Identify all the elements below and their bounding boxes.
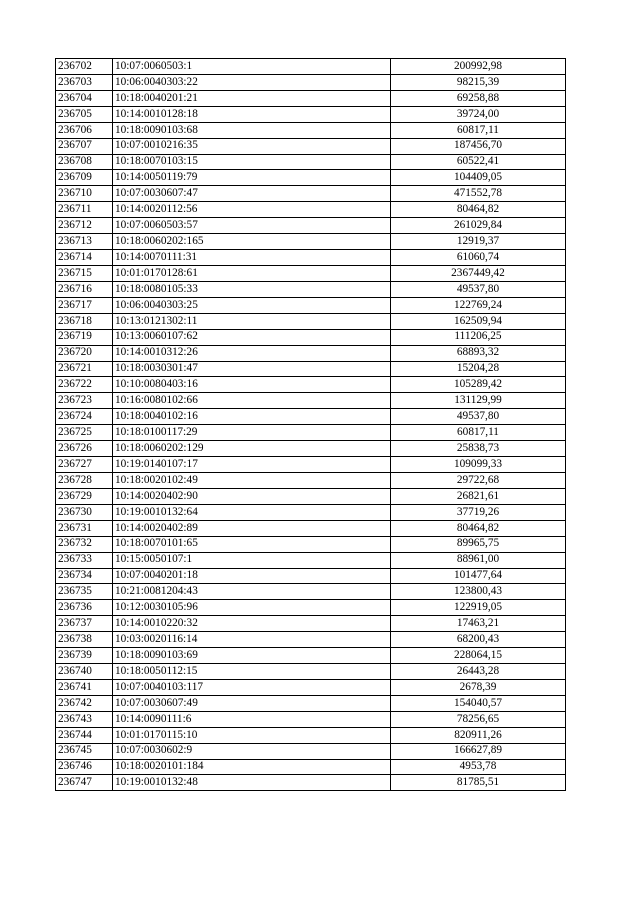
cadastral-number-cell: 10:16:0080102:66: [113, 393, 391, 409]
record-id-cell: 236702: [56, 59, 113, 75]
amount-cell: 49537,80: [391, 409, 566, 425]
record-id-cell: 236738: [56, 632, 113, 648]
amount-cell: 2367449,42: [391, 265, 566, 281]
amount-cell: 98215,39: [391, 74, 566, 90]
table-row: [56, 297, 566, 313]
table-row: [56, 616, 566, 632]
amount-cell: 154040,57: [391, 695, 566, 711]
table-row: [56, 361, 566, 377]
table-row: [56, 170, 566, 186]
table-row: [56, 265, 566, 281]
amount-cell: 200992,98: [391, 59, 566, 75]
amount-cell: 109099,33: [391, 457, 566, 473]
amount-cell: 81785,51: [391, 775, 566, 791]
cadastral-number-cell: 10:07:0040103:117: [113, 679, 391, 695]
record-id-cell: 236704: [56, 90, 113, 106]
amount-cell: 122769,24: [391, 297, 566, 313]
record-id-cell: 236716: [56, 281, 113, 297]
table-row: [56, 441, 566, 457]
table-row: [56, 520, 566, 536]
record-id-cell: 236742: [56, 695, 113, 711]
table-body: [56, 59, 566, 791]
record-id-cell: 236705: [56, 106, 113, 122]
amount-cell: 26821,61: [391, 488, 566, 504]
amount-cell: 69258,88: [391, 90, 566, 106]
record-id-cell: 236713: [56, 234, 113, 250]
cadastral-number-cell: 10:18:0090103:69: [113, 648, 391, 664]
table-row: [56, 679, 566, 695]
cadastral-number-cell: 10:21:0081204:43: [113, 584, 391, 600]
cadastral-number-cell: 10:07:0060503:57: [113, 218, 391, 234]
amount-cell: 80464,82: [391, 202, 566, 218]
record-id-cell: 236736: [56, 600, 113, 616]
record-id-cell: 236729: [56, 488, 113, 504]
amount-cell: 4953,78: [391, 759, 566, 775]
record-id-cell: 236732: [56, 536, 113, 552]
record-id-cell: 236731: [56, 520, 113, 536]
table-row: [56, 90, 566, 106]
record-id-cell: 236720: [56, 345, 113, 361]
table-row: [56, 329, 566, 345]
amount-cell: 104409,05: [391, 170, 566, 186]
cadastral-number-cell: 10:13:0060107:62: [113, 329, 391, 345]
record-id-cell: 236725: [56, 425, 113, 441]
cadastral-number-cell: 10:18:0020102:49: [113, 472, 391, 488]
cadastral-number-cell: 10:18:0080105:33: [113, 281, 391, 297]
table-row: [56, 218, 566, 234]
table-row: [56, 648, 566, 664]
record-id-cell: 236712: [56, 218, 113, 234]
record-id-cell: 236706: [56, 122, 113, 138]
cadastral-number-cell: 10:18:0070101:65: [113, 536, 391, 552]
table-row: [56, 664, 566, 680]
table-row: [56, 695, 566, 711]
record-id-cell: 236744: [56, 727, 113, 743]
amount-cell: 187456,70: [391, 138, 566, 154]
amount-cell: 105289,42: [391, 377, 566, 393]
table-row: [56, 74, 566, 90]
record-id-cell: 236743: [56, 711, 113, 727]
table-row: [56, 234, 566, 250]
table-row: [56, 154, 566, 170]
table-row: [56, 59, 566, 75]
cadastral-number-cell: 10:13:0121302:11: [113, 313, 391, 329]
record-id-cell: 236715: [56, 265, 113, 281]
amount-cell: 78256,65: [391, 711, 566, 727]
cadastral-number-cell: 10:14:0020402:89: [113, 520, 391, 536]
cadastral-number-cell: 10:18:0100117:29: [113, 425, 391, 441]
cadastral-number-cell: 10:19:0010132:48: [113, 775, 391, 791]
record-id-cell: 236710: [56, 186, 113, 202]
table-row: [56, 313, 566, 329]
record-id-cell: 236722: [56, 377, 113, 393]
cadastral-number-cell: 10:18:0040102:16: [113, 409, 391, 425]
table-row: [56, 759, 566, 775]
table-row: [56, 186, 566, 202]
amount-cell: 111206,25: [391, 329, 566, 345]
record-id-cell: 236726: [56, 441, 113, 457]
amount-cell: 15204,28: [391, 361, 566, 377]
cadastral-number-cell: 10:07:0030607:47: [113, 186, 391, 202]
table-row: [56, 409, 566, 425]
amount-cell: 261029,84: [391, 218, 566, 234]
cadastral-number-cell: 10:07:0040201:18: [113, 568, 391, 584]
cadastral-number-cell: 10:07:0030602:9: [113, 743, 391, 759]
cadastral-number-cell: 10:10:0080403:16: [113, 377, 391, 393]
record-id-cell: 236734: [56, 568, 113, 584]
amount-cell: 17463,21: [391, 616, 566, 632]
table-row: [56, 457, 566, 473]
record-id-cell: 236707: [56, 138, 113, 154]
cadastral-number-cell: 10:19:0140107:17: [113, 457, 391, 473]
table-row: [56, 775, 566, 791]
cadastral-number-cell: 10:18:0040201:21: [113, 90, 391, 106]
amount-cell: 88961,00: [391, 552, 566, 568]
amount-cell: 131129,99: [391, 393, 566, 409]
cadastral-number-cell: 10:12:0030105:96: [113, 600, 391, 616]
record-id-cell: 236746: [56, 759, 113, 775]
amount-cell: 820911,26: [391, 727, 566, 743]
record-id-cell: 236711: [56, 202, 113, 218]
record-id-cell: 236733: [56, 552, 113, 568]
record-id-cell: 236717: [56, 297, 113, 313]
cadastral-number-cell: 10:14:0070111:31: [113, 250, 391, 266]
record-id-cell: 236745: [56, 743, 113, 759]
cadastral-number-cell: 10:14:0020112:56: [113, 202, 391, 218]
amount-cell: 80464,82: [391, 520, 566, 536]
cadastral-number-cell: 10:07:0010216:35: [113, 138, 391, 154]
amount-cell: 60522,41: [391, 154, 566, 170]
table-row: [56, 568, 566, 584]
record-id-cell: 236730: [56, 504, 113, 520]
cadastral-number-cell: 10:14:0090111:6: [113, 711, 391, 727]
cadastral-number-cell: 10:03:0020116:14: [113, 632, 391, 648]
amount-cell: 68893,32: [391, 345, 566, 361]
amount-cell: 60817,11: [391, 122, 566, 138]
table-row: [56, 552, 566, 568]
cadastral-number-cell: 10:06:0040303:25: [113, 297, 391, 313]
amount-cell: 122919,05: [391, 600, 566, 616]
cadastral-number-cell: 10:01:0170128:61: [113, 265, 391, 281]
amount-cell: 25838,73: [391, 441, 566, 457]
amount-cell: 61060,74: [391, 250, 566, 266]
data-table: [55, 58, 566, 791]
cadastral-number-cell: 10:14:0010220:32: [113, 616, 391, 632]
table-row: [56, 472, 566, 488]
table-row: [56, 600, 566, 616]
record-id-cell: 236709: [56, 170, 113, 186]
table-row: [56, 106, 566, 122]
cadastral-number-cell: 10:18:0060202:129: [113, 441, 391, 457]
amount-cell: 123800,43: [391, 584, 566, 600]
amount-cell: 37719,26: [391, 504, 566, 520]
table-row: [56, 488, 566, 504]
table-row: [56, 743, 566, 759]
cadastral-number-cell: 10:18:0090103:68: [113, 122, 391, 138]
record-id-cell: 236721: [56, 361, 113, 377]
cadastral-number-cell: 10:14:0010312:26: [113, 345, 391, 361]
amount-cell: 39724,00: [391, 106, 566, 122]
table-row: [56, 202, 566, 218]
record-id-cell: 236747: [56, 775, 113, 791]
cadastral-number-cell: 10:07:0030607:49: [113, 695, 391, 711]
cadastral-number-cell: 10:19:0010132:64: [113, 504, 391, 520]
cadastral-number-cell: 10:18:0030301:47: [113, 361, 391, 377]
table-row: [56, 281, 566, 297]
amount-cell: 101477,64: [391, 568, 566, 584]
table-row: [56, 584, 566, 600]
table-row: [56, 393, 566, 409]
amount-cell: 89965,75: [391, 536, 566, 552]
record-id-cell: 236741: [56, 679, 113, 695]
record-id-cell: 236724: [56, 409, 113, 425]
cadastral-number-cell: 10:07:0060503:1: [113, 59, 391, 75]
amount-cell: 49537,80: [391, 281, 566, 297]
table-row: [56, 250, 566, 266]
table-row: [56, 711, 566, 727]
table-row: [56, 377, 566, 393]
cadastral-number-cell: 10:14:0020402:90: [113, 488, 391, 504]
table-row: [56, 122, 566, 138]
table-row: [56, 138, 566, 154]
record-id-cell: 236719: [56, 329, 113, 345]
cadastral-number-cell: 10:18:0060202:165: [113, 234, 391, 250]
record-id-cell: 236740: [56, 664, 113, 680]
record-id-cell: 236739: [56, 648, 113, 664]
table-row: [56, 425, 566, 441]
cadastral-number-cell: 10:15:0050107:1: [113, 552, 391, 568]
record-id-cell: 236714: [56, 250, 113, 266]
cadastral-number-cell: 10:18:0050112:15: [113, 664, 391, 680]
amount-cell: 471552,78: [391, 186, 566, 202]
amount-cell: 29722,68: [391, 472, 566, 488]
record-id-cell: 236718: [56, 313, 113, 329]
record-id-cell: 236728: [56, 472, 113, 488]
record-id-cell: 236727: [56, 457, 113, 473]
amount-cell: 12919,37: [391, 234, 566, 250]
amount-cell: 2678,39: [391, 679, 566, 695]
cadastral-number-cell: 10:01:0170115:10: [113, 727, 391, 743]
cadastral-number-cell: 10:14:0050119:79: [113, 170, 391, 186]
table-row: [56, 727, 566, 743]
record-id-cell: 236708: [56, 154, 113, 170]
amount-cell: 68200,43: [391, 632, 566, 648]
table-row: [56, 345, 566, 361]
amount-cell: 60817,11: [391, 425, 566, 441]
cadastral-number-cell: 10:14:0010128:18: [113, 106, 391, 122]
record-id-cell: 236723: [56, 393, 113, 409]
amount-cell: 166627,89: [391, 743, 566, 759]
amount-cell: 162509,94: [391, 313, 566, 329]
table-row: [56, 504, 566, 520]
amount-cell: 26443,28: [391, 664, 566, 680]
record-id-cell: 236703: [56, 74, 113, 90]
cadastral-number-cell: 10:18:0070103:15: [113, 154, 391, 170]
cadastral-number-cell: 10:06:0040303:22: [113, 74, 391, 90]
record-id-cell: 236735: [56, 584, 113, 600]
amount-cell: 228064,15: [391, 648, 566, 664]
cadastral-number-cell: 10:18:0020101:184: [113, 759, 391, 775]
table-row: [56, 536, 566, 552]
table-row: [56, 632, 566, 648]
record-id-cell: 236737: [56, 616, 113, 632]
